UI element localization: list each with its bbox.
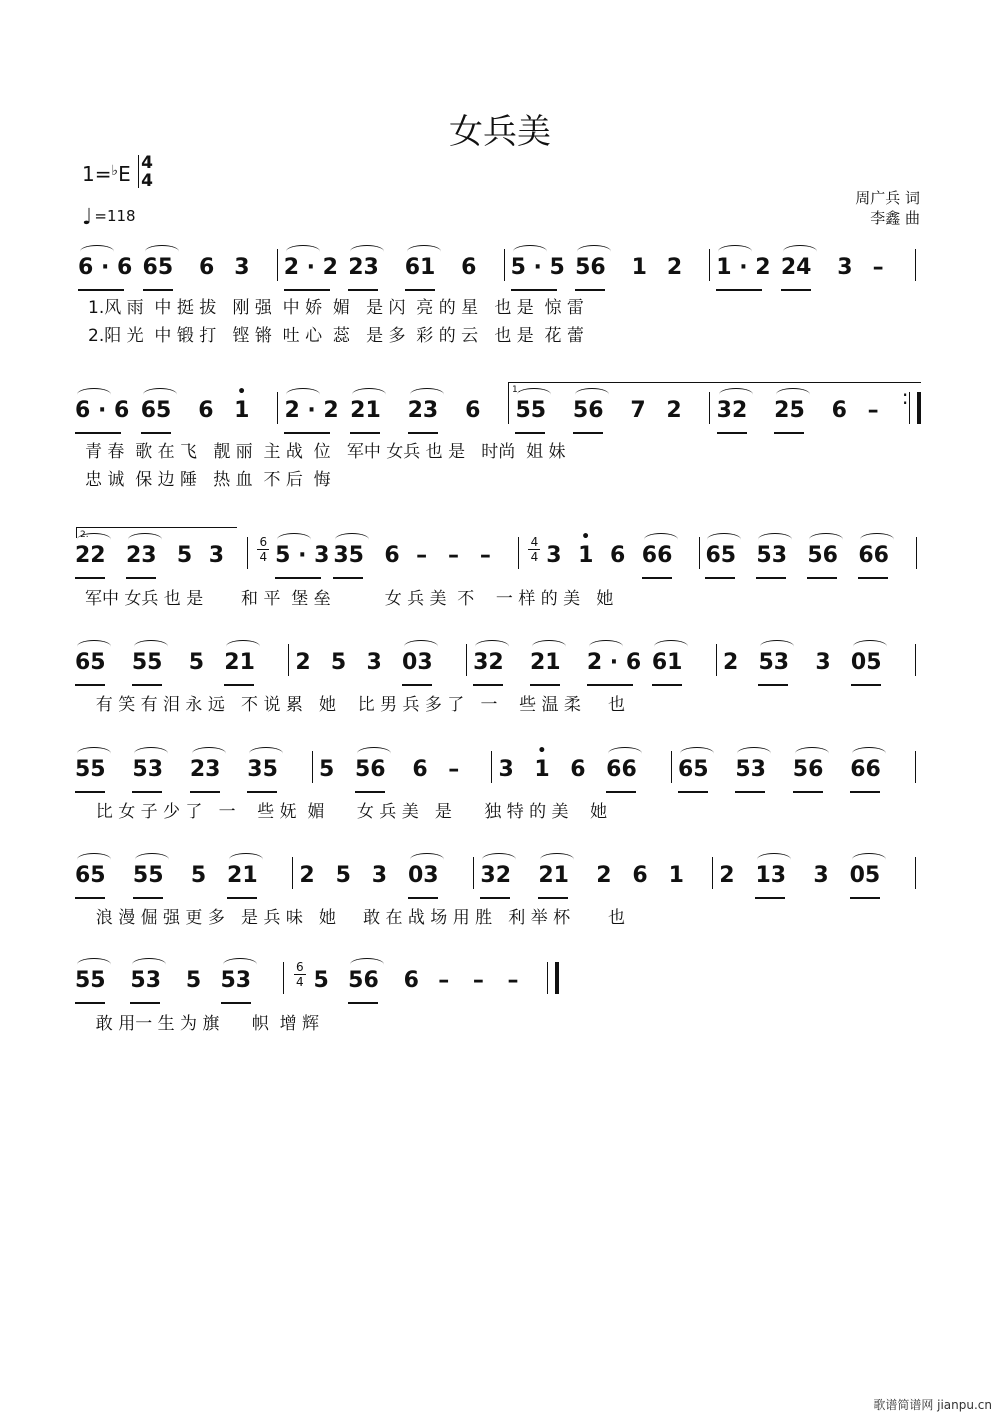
note-group: 56	[792, 757, 824, 782]
slur	[226, 640, 260, 653]
beam-underline	[221, 1002, 251, 1004]
note-group: 6	[403, 968, 419, 993]
beam-underline	[405, 289, 435, 291]
slur	[357, 747, 391, 760]
slur	[482, 853, 516, 866]
note-group: 6	[412, 757, 428, 782]
note-group: 2	[666, 398, 682, 423]
slur	[719, 388, 753, 401]
beam-underline	[606, 791, 636, 793]
beam-underline	[851, 684, 881, 686]
slur	[475, 640, 509, 653]
note-group: 23	[125, 543, 157, 568]
slur	[513, 245, 547, 258]
note-group: 23	[189, 757, 221, 782]
barline	[915, 857, 916, 889]
note-group: 56	[348, 968, 379, 993]
slur	[223, 958, 257, 971]
beam-underline	[774, 432, 804, 434]
note-group: 35	[333, 543, 364, 568]
note-group: –	[438, 968, 450, 993]
slur	[718, 245, 752, 258]
key-letter: E	[118, 162, 131, 186]
flat-icon: ♭	[111, 163, 119, 179]
note-group: 5	[176, 543, 193, 568]
note-group: 1 •	[578, 529, 594, 568]
barline	[709, 392, 710, 424]
barline	[712, 857, 713, 889]
beam-underline	[348, 1002, 378, 1004]
note-group: 3	[546, 543, 562, 568]
beam-underline	[348, 289, 378, 291]
watermark: 歌谱简谱网 jianpu.cn	[873, 1398, 992, 1412]
note-group: 24	[780, 255, 812, 280]
note-group: 32	[480, 863, 512, 888]
note-group: –	[867, 398, 879, 423]
barline	[716, 644, 717, 676]
slur	[760, 640, 794, 653]
slur	[809, 533, 843, 546]
slur	[407, 245, 441, 258]
note-group: –	[416, 543, 428, 568]
credits	[855, 188, 920, 228]
beam-underline	[755, 897, 785, 899]
note-group: 2 · 2	[284, 398, 339, 423]
beam-underline	[143, 289, 173, 291]
note-group: 3	[208, 543, 225, 568]
note-group: 66	[858, 543, 889, 568]
lyrics-verse-1: 浪 漫 倔 强 更 多 是 兵 味 她 敢 在 战 场 用 胜 利 举 杯 也	[85, 908, 625, 928]
note-group: 6	[461, 255, 477, 280]
note-group: 2 · 6	[586, 650, 642, 675]
note-group: 5	[330, 650, 347, 675]
slur	[575, 388, 609, 401]
note-group: 21	[350, 398, 381, 423]
beam-underline	[793, 791, 823, 793]
beam-underline	[717, 432, 747, 434]
barline	[283, 962, 284, 994]
note-group: 53	[758, 650, 790, 675]
beam-underline	[355, 791, 385, 793]
barline	[915, 751, 916, 783]
high-octave-dot-icon: •	[581, 529, 591, 545]
note-group: 6 · 6	[78, 255, 133, 280]
note-group: 3	[371, 863, 388, 888]
tempo-mark	[82, 205, 136, 230]
note-group: 56	[354, 757, 386, 782]
beam-underline	[408, 897, 438, 899]
note-group: 53	[735, 757, 766, 782]
note-group: 55	[515, 398, 547, 423]
beam-underline	[224, 684, 254, 686]
beam-underline	[473, 684, 503, 686]
slur	[517, 388, 551, 401]
barline	[916, 537, 917, 569]
composer: 李鑫 曲	[870, 209, 920, 227]
slur	[134, 747, 168, 760]
barline	[671, 751, 672, 783]
beam-underline	[716, 289, 762, 291]
note-group: 2	[596, 863, 612, 888]
volta-label: 2.	[80, 530, 89, 540]
beam-underline	[678, 791, 708, 793]
lyrics-verse-1: 1.风 雨 中 挺 拔 刚 强 中 娇 媚 是 闪 亮 的 星 也 是 惊 雷	[88, 298, 584, 318]
note-group: 65	[75, 863, 106, 888]
note-group: 65	[705, 543, 737, 568]
note-group: 6	[831, 398, 847, 423]
beam-underline	[575, 289, 605, 291]
note-group: 65	[75, 650, 106, 675]
slur	[654, 640, 688, 653]
note-group: 5	[188, 650, 205, 675]
note-group: 25	[774, 398, 805, 423]
beam-underline	[781, 289, 811, 291]
beam-underline	[75, 432, 121, 434]
volta-label: 1.	[512, 385, 521, 395]
time-signature-change: 6 4	[294, 960, 306, 989]
note-group: 13	[755, 863, 787, 888]
beam-underline	[130, 1002, 160, 1004]
slur	[335, 533, 369, 546]
note-group: 21	[224, 650, 255, 675]
beam-underline	[642, 577, 672, 579]
note-group: 03	[402, 650, 433, 675]
beam-underline	[75, 791, 105, 793]
beam-underline	[247, 791, 277, 793]
beam-underline	[756, 577, 786, 579]
slur	[577, 245, 611, 258]
barline	[508, 392, 509, 424]
beam-underline	[133, 897, 163, 899]
beam-underline	[850, 791, 880, 793]
beam-underline	[75, 577, 105, 579]
slur	[410, 388, 444, 401]
beam-underline	[652, 684, 682, 686]
slur	[77, 747, 111, 760]
barline	[504, 249, 505, 281]
slur	[286, 245, 320, 258]
note-group: 3	[366, 650, 382, 675]
note-group: 32	[716, 398, 748, 423]
note-group: –	[872, 255, 884, 280]
high-octave-dot-icon: •	[237, 384, 247, 400]
slur	[776, 388, 810, 401]
beam-underline	[126, 577, 156, 579]
beam-underline	[75, 684, 105, 686]
slur	[77, 388, 111, 401]
note-group: 53	[132, 757, 164, 782]
note-group: 56	[572, 398, 604, 423]
slur	[229, 853, 263, 866]
beam-underline	[573, 432, 603, 434]
note-group: 6	[609, 543, 626, 568]
note-group: 1 •	[534, 743, 550, 782]
note-group: 55	[131, 650, 163, 675]
slur	[757, 853, 791, 866]
note-group: 3	[234, 255, 250, 280]
barline	[288, 644, 289, 676]
note-group: 53	[130, 968, 162, 993]
slur	[135, 853, 169, 866]
barline	[247, 537, 248, 569]
slur	[860, 533, 894, 546]
note-group: 2	[722, 650, 739, 675]
note-group: 21	[538, 863, 569, 888]
slur	[795, 747, 829, 760]
beam-underline	[402, 684, 432, 686]
note-group: 05	[849, 863, 881, 888]
note-group: 5	[185, 968, 202, 993]
slur	[77, 533, 111, 546]
note-group: 23	[348, 255, 379, 280]
beam-underline	[132, 684, 162, 686]
note-group: 6	[465, 398, 481, 423]
beam-underline	[75, 897, 105, 899]
lyrics-verse-1: 比 女 子 少 了 一 些 妩 媚 女 兵 美 是 独 特 的 美 她	[85, 802, 608, 822]
slur	[80, 245, 114, 258]
slur	[644, 533, 678, 546]
note-group: 2	[719, 863, 735, 888]
beam-underline	[227, 897, 257, 899]
note-group: 6	[198, 398, 214, 423]
slur	[145, 245, 179, 258]
note-group: 65	[142, 255, 174, 280]
slur	[350, 245, 384, 258]
note-group: 35	[247, 757, 278, 782]
note-group: 5	[319, 757, 335, 782]
note-group: –	[479, 543, 491, 568]
time-signature-top: 4	[141, 153, 153, 173]
beam-underline	[735, 791, 765, 793]
tempo-text: =118	[94, 207, 136, 225]
lyricist: 周广兵 词	[855, 189, 920, 207]
note-group: 55	[132, 863, 164, 888]
high-octave-dot-icon: •	[537, 743, 547, 759]
beam-underline	[587, 684, 633, 686]
slur	[132, 958, 166, 971]
lyrics-verse-1: 有 笑 有 泪 永 远 不 说 累 她 比 男 兵 多 了 一 些 温 柔 也	[85, 695, 625, 715]
slur	[286, 388, 320, 401]
beam-underline	[284, 432, 330, 434]
beam-underline	[275, 577, 321, 579]
lyrics-verse-1: 军中 女兵 也 是 和 平 堡 垒 女 兵 美 不 一 样 的 美 她	[85, 589, 614, 609]
slur	[249, 747, 283, 760]
beam-underline	[515, 432, 545, 434]
beam-underline	[530, 684, 560, 686]
note-group: 1	[668, 863, 684, 888]
beam-underline	[850, 897, 880, 899]
slur	[737, 747, 771, 760]
barline	[466, 644, 467, 676]
time-signature-change: 6 4	[257, 535, 269, 564]
barline	[491, 751, 492, 783]
beam-underline	[284, 289, 330, 291]
note-group: 2	[666, 255, 683, 280]
note-group: 53	[756, 543, 788, 568]
time-signature	[138, 154, 156, 190]
note-group: 21	[529, 650, 561, 675]
note-group: 1	[631, 255, 647, 280]
slur	[532, 640, 566, 653]
beam-underline	[480, 897, 510, 899]
beam-underline	[132, 791, 162, 793]
note-group: 3	[813, 863, 829, 888]
note-group: 3	[815, 650, 831, 675]
key-prefix: 1=	[82, 162, 112, 186]
slur	[77, 640, 111, 653]
note-group: 66	[850, 757, 881, 782]
beam-underline	[758, 684, 788, 686]
slur	[277, 533, 311, 546]
note-group: 6	[199, 255, 215, 280]
note-group: –	[472, 968, 484, 993]
note-group: 5	[313, 968, 329, 993]
slur	[77, 958, 111, 971]
note-group: 53	[220, 968, 252, 993]
note-group: 1 •	[234, 384, 250, 423]
beam-underline	[807, 577, 837, 579]
quarter-note-icon: ♩	[82, 205, 93, 230]
barline	[915, 644, 916, 676]
final-barline	[547, 962, 559, 994]
note-group: 5	[190, 863, 207, 888]
note-group: 6	[384, 543, 400, 568]
beam-underline	[538, 897, 568, 899]
slur	[589, 640, 623, 653]
note-group: 1 · 2	[716, 255, 771, 280]
note-group: 61	[404, 255, 436, 280]
beam-underline	[75, 1002, 105, 1004]
lyrics-verse-1: 青 春 歌 在 飞 靓 丽 主 战 位 军中 女兵 也 是 时尚 姐 妹	[85, 442, 566, 462]
note-group: 5 · 3	[275, 543, 330, 568]
barline	[277, 249, 278, 281]
barline	[518, 537, 519, 569]
lyrics-verse-1: 敢 用一 生 为 旗 帜 增 辉	[85, 1014, 320, 1034]
barline	[699, 537, 700, 569]
note-group: 22	[75, 543, 106, 568]
slur	[783, 245, 817, 258]
note-group: 56	[575, 255, 606, 280]
note-group: 55	[75, 968, 106, 993]
repeat-end-barline: :	[909, 392, 921, 424]
beam-underline	[705, 577, 735, 579]
slur	[853, 640, 887, 653]
note-group: 55	[75, 757, 106, 782]
note-group: –	[448, 543, 459, 568]
slur	[77, 853, 111, 866]
beam-underline	[333, 577, 363, 579]
note-group: 23	[407, 398, 439, 423]
note-group: 2 · 2	[283, 255, 338, 280]
slur	[143, 388, 177, 401]
slur	[707, 533, 741, 546]
slur	[680, 747, 714, 760]
slur	[192, 747, 226, 760]
beam-underline	[511, 289, 557, 291]
slur	[128, 533, 162, 546]
note-group: 32	[473, 650, 504, 675]
slur	[410, 853, 444, 866]
slur	[404, 640, 438, 653]
note-group: 7	[630, 398, 646, 423]
note-group: 3	[837, 255, 853, 280]
slur	[134, 640, 168, 653]
note-group: 2	[299, 863, 315, 888]
barline	[709, 249, 710, 281]
note-group: 03	[408, 863, 439, 888]
page-title: 女兵美	[449, 112, 551, 152]
note-group: 6	[632, 863, 648, 888]
note-group: –	[448, 757, 460, 782]
note-group: 66	[641, 543, 673, 568]
beam-underline	[408, 432, 438, 434]
lyrics-verse-2: 2.阳 光 中 锻 打 铿 锵 吐 心 蕊 是 多 彩 的 云 也 是 花 蕾	[88, 326, 584, 346]
note-group: –	[507, 968, 519, 993]
note-group: 56	[807, 543, 838, 568]
note-group: 65	[677, 757, 709, 782]
barline	[915, 249, 916, 281]
barline	[312, 751, 313, 783]
beam-underline	[350, 432, 380, 434]
note-group: 5	[335, 863, 351, 888]
note-group: 61	[651, 650, 683, 675]
note-group: 2	[295, 650, 311, 675]
slur	[758, 533, 792, 546]
time-signature-bottom: 4	[141, 171, 153, 191]
note-group: 66	[606, 757, 637, 782]
barline	[292, 857, 293, 889]
barline	[473, 857, 474, 889]
note-group: 6	[570, 757, 586, 782]
barline	[277, 392, 278, 424]
time-signature-change: 4 4	[528, 535, 540, 564]
slur	[852, 853, 886, 866]
key-signature	[82, 162, 131, 186]
note-group: 65	[140, 398, 172, 423]
slur	[608, 747, 642, 760]
volta-bracket	[508, 382, 921, 393]
beam-underline	[858, 577, 888, 579]
beam-underline	[190, 791, 220, 793]
note-group: 5 · 5	[510, 255, 565, 280]
slur	[352, 388, 386, 401]
note-group: 6 · 6	[75, 398, 130, 423]
slur	[350, 958, 384, 971]
slur	[540, 853, 574, 866]
beam-underline	[141, 432, 171, 434]
beam-underline	[78, 289, 124, 291]
note-group: 3	[498, 757, 514, 782]
note-group: 21	[227, 863, 258, 888]
note-group: 05	[850, 650, 882, 675]
lyrics-verse-2: 忠 诚 保 边 陲 热 血 不 后 悔	[85, 470, 331, 490]
slur	[852, 747, 886, 760]
